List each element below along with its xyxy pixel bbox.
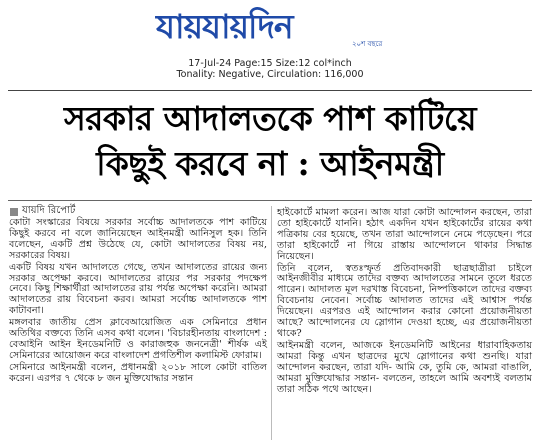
paragraph: তিনি বলেন, স্বতঃস্ফূর্ত প্রতিবাদকারী ছাত্রছাত্রীরা চাইলে আইনজীবীর মাধ্যমে তাদের বক্তব্য আদালতের সামনে তুলে ধরতে পারেন। আদালত মূল দরখাস্ত বিবেচনা, নিষ্পত্তিকালে তাদের বক্তব্য বিবেচনায় নেবেন। সর্বোচ্চ আদালত তাদের এই আশ্বাস পর্যন্ত দিয়েছেন। এরপরও এই আন্দোলন করার কোনো প্রয়োজনীয়তা আছে? আন্দোলনের যে স্লোগান দেওয়া হচ্ছে, এর প্রয়োজনীয়তা থাকে?: [277, 262, 532, 339]
logo-subtext: ২০শ বছরে: [352, 40, 383, 48]
headline-line-2: কিছুই করবে না : আইনমন্ত্রী: [96, 144, 444, 183]
headline-rule: [8, 200, 532, 201]
meta-tonality: Tonality: Negative, Circulation: 116,000: [176, 69, 364, 80]
masthead: [0, 4, 540, 54]
clipping-meta: [0, 58, 540, 80]
article-column-2: [277, 208, 532, 396]
paragraph: আইনমন্ত্রী বলেন, আজকে ইনডেমনিটি আইনের ধারাবাহিকতায় আমরা কিন্তু এখন ছাত্রদের মুখে স্লোগানের কথা শুনছি। যারা আন্দোলন করছেন, তারা যদি- আমি কে, তুমি কে, আমরা বাঙালি, আমরা মুক্তিযোদ্ধার সন্তান- বলতেন, তাহলে আমি অবশ্যই বলতাম তারা সঠিক পথে আছেন।: [277, 339, 532, 395]
byline-marker: [10, 208, 18, 216]
byline: যায়দি রিপোর্ট: [22, 205, 76, 216]
paragraph: মঙ্গলবার জাতীয় প্রেস ক্লাবেআয়োজিত এক সেমিনারে প্রধান অতিথির বক্তব্যে তিনি এসব কথা বলেন। 'বিচারহীনতায় বাংলাদেশ : বেআইনি আইন ইনডেমনিটি ও কারাজহুক জননেত্রী' শীর্ষক এই সেমিনারের আয়োজন করে বাংলাদেশ প্রগতিশীল কলামিস্ট ফোরাম।: [9, 317, 267, 361]
paragraph: সেমিনারে আইনমন্ত্রী বলেন, প্রধানমন্ত্রী ২০১৮ সালে কোটা বাতিল করেন। এরপর ৭ থেকে ৮ জন মুক্তিযোদ্ধার সন্তান: [9, 361, 267, 384]
meta-date-page: 17-Jul-24 Page:15 Size:12 col*inch: [188, 58, 352, 69]
paragraph: কোটা সংস্কারের বিষয়ে সরকার সর্বোচ্চ আদালতকে পাশ কাটিয়ে কিছুই করবে না বলে জানিয়েছেন আইনমন্ত্রী আনিসুল হক। তিনি বলেছেন, একটি প্রশ্ন উঠেছে যে, কোটা আদালতের বিষয় নয়, সরকারের বিষয়।: [9, 217, 267, 261]
headline-line-1: সরকার আদালতকে পাশ কাটিয়ে: [63, 99, 477, 138]
top-rule: [8, 90, 532, 91]
headline: [0, 96, 540, 186]
paragraph: হাইকোর্টে মামলা করেন। আজ যারা কোটা আন্দোলন করছেন, তারা তো হাইকোর্টে যাননি। হঠাৎ একদিন যখন হাইকোর্টের রায়ের কথা পত্রিকায় বের হয়েছে, তখন তারা আন্দোলনে নেমে পড়েছেন। পরে তারা হাইকোর্টে না গিয়ে রাস্তায় আন্দোলনে থাকার সিদ্ধান্ত নিয়েছেন।: [277, 207, 532, 262]
paragraph: একটি বিষয় যখন আদালতে গেছে, তখন আদালতের রায়ের জন্য সরকার অপেক্ষা করবে। আদালতের রায়ের পর সরকার পদক্ষেপ নেবে। কিছু শিক্ষার্থীরা আদালতের রায় পর্যন্ত অপেক্ষা করেনি। আমরা আদালতের রায় বিবেচনা করব। আমরা সর্বোচ্চ আদালতকে পাশ কাটাবনা।: [9, 261, 267, 317]
newspaper-logo: যায়যায়দিন: [156, 7, 293, 46]
column-divider: [271, 206, 272, 440]
article-column-1: [9, 218, 267, 386]
